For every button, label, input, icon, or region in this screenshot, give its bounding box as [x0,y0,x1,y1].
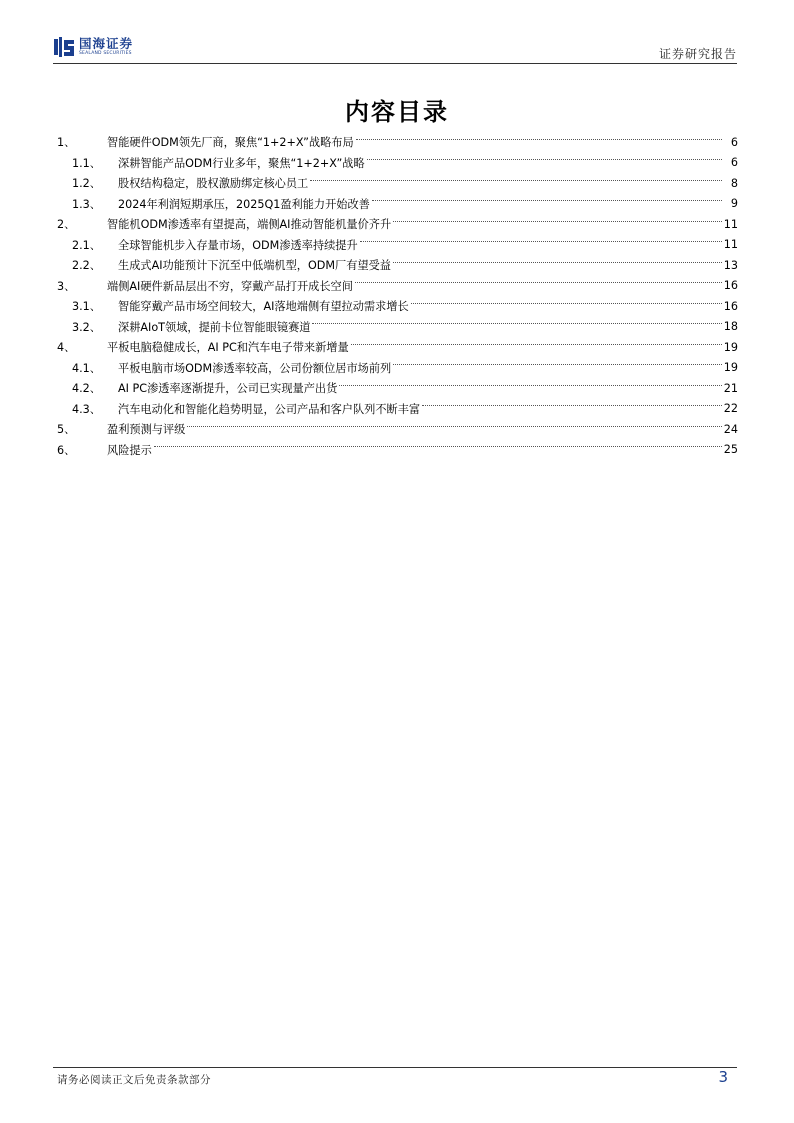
toc-entry-page: 16 [723,279,738,293]
toc-entry-page: 21 [723,381,738,395]
toc-entry-number: 5、 [57,423,76,437]
toc-entry-title: 平板电脑稳健成长，AI PC和汽车电子带来新增量 [107,341,349,355]
toc-entry[interactable] [57,358,738,379]
toc-leader-dots [339,385,721,386]
toc-title: 内容目录 [345,97,449,126]
toc-entry-page: 6 [730,135,738,149]
toc-entry-number: 3.2、 [72,320,101,334]
toc-leader-dots [360,241,722,242]
toc-entry[interactable] [57,132,738,153]
toc-entry-number: 2.2、 [72,259,101,273]
toc-leader-dots [422,405,722,406]
toc-entry[interactable] [57,337,738,358]
logo-chinese-name: 国海证券 [79,35,134,51]
toc-entry-page: 6 [730,156,738,170]
toc-leader-dots [367,159,722,160]
toc-entry-title: 股权结构稳定，股权激励绑定核心员工 [118,177,309,191]
toc-entry-page: 25 [723,443,738,457]
toc-entry-number: 2.1、 [72,238,101,252]
toc-leader-dots [154,446,722,447]
toc-entry-title: 深耕智能产品ODM行业多年，聚焦“1+2+X”战略 [118,156,365,170]
toc-entry-page: 22 [723,402,738,416]
toc-leader-dots [393,262,722,263]
toc-entry-number: 6、 [57,443,76,457]
toc-entry-page: 8 [730,176,738,190]
toc-entry[interactable] [57,419,738,440]
toc-entry[interactable] [57,153,738,174]
toc-entry-number: 4.3、 [72,402,101,416]
toc-entry-page: 19 [723,361,738,375]
toc-entry-title: 智能机ODM渗透率有望提高，端侧AI推动智能机量价齐升 [107,218,392,232]
toc-entry-title: 深耕AIoT领域，提前卡位智能眼镜赛道 [118,320,311,334]
toc-leader-dots [411,303,722,304]
toc-entry-number: 1.3、 [72,197,101,211]
sealand-logo [53,33,133,61]
toc-entry-page: 9 [730,197,738,211]
toc-entry-number: 3、 [57,279,76,293]
toc-entry-title: 生成式AI功能预计下沉至中低端机型，ODM厂有望受益 [118,259,391,273]
toc-leader-dots [356,139,722,140]
toc-entry[interactable] [57,276,738,297]
toc-entry-title: 智能穿戴产品市场空间较大，AI落地端侧有望拉动需求增长 [118,300,409,314]
page-number: 3 [718,1068,728,1086]
table-of-contents [57,132,738,460]
toc-entry-number: 4.2、 [72,382,101,396]
toc-entry-page: 13 [723,258,738,272]
toc-leader-dots [372,200,722,201]
toc-entry[interactable] [57,194,738,215]
toc-entry-title: 汽车电动化和智能化趋势明显，公司产品和客户队列不断丰富 [118,402,421,416]
toc-entry[interactable] [57,255,738,276]
toc-entry-title: 风险提示 [107,443,152,457]
toc-entry-title: AI PC渗透率逐渐提升，公司已实现量产出货 [118,382,338,396]
toc-entry-number: 1、 [57,136,76,150]
page-header [53,33,737,63]
header-divider [53,63,737,64]
toc-leader-dots [393,364,722,365]
toc-entry[interactable] [57,296,738,317]
toc-entry-title: 2024年利润短期承压，2025Q1盈利能力开始改善 [118,197,370,211]
toc-leader-dots [187,426,721,427]
toc-entry-page: 11 [723,217,738,231]
toc-entry-page: 16 [723,299,738,313]
toc-entry-page: 24 [723,422,738,436]
logo-english-name: SEALAND SECURITIES [79,51,132,56]
toc-leader-dots [393,221,722,222]
disclaimer-note: 请务必阅读正文后免责条款部分 [57,1074,211,1086]
toc-entry-number: 1.1、 [72,156,101,170]
toc-entry-number: 4.1、 [72,361,101,375]
toc-entry-title: 盈利预测与评级 [107,423,186,437]
toc-entry-page: 11 [723,238,738,252]
toc-entry-page: 19 [723,340,738,354]
document-type-label: 证券研究报告 [658,47,737,61]
toc-entry-number: 4、 [57,341,76,355]
toc-leader-dots [355,282,722,283]
toc-entry[interactable] [57,317,738,338]
toc-entry-title: 端侧AI硬件新品层出不穷，穿戴产品打开成长空间 [107,279,353,293]
toc-entry-title: 全球智能机步入存量市场，ODM渗透率持续提升 [118,238,358,252]
toc-entry[interactable] [57,235,738,256]
toc-entry-title: 平板电脑市场ODM渗透率较高，公司份额位居市场前列 [118,361,392,375]
toc-entry-number: 2、 [57,218,76,232]
toc-entry-number: 1.2、 [72,177,101,191]
toc-entry[interactable] [57,399,738,420]
toc-entry[interactable] [57,173,738,194]
toc-entry-number: 3.1、 [72,300,101,314]
toc-leader-dots [312,323,721,324]
toc-entry[interactable] [57,214,738,235]
toc-entry-page: 18 [723,320,738,334]
sealand-logo-icon [53,36,75,58]
toc-entry[interactable] [57,440,738,461]
footer-divider [53,1067,737,1068]
toc-entry[interactable] [57,378,738,399]
toc-entry-title: 智能硬件ODM领先厂商，聚焦“1+2+X”战略布局 [107,136,354,150]
toc-leader-dots [310,180,722,181]
toc-leader-dots [351,344,722,345]
